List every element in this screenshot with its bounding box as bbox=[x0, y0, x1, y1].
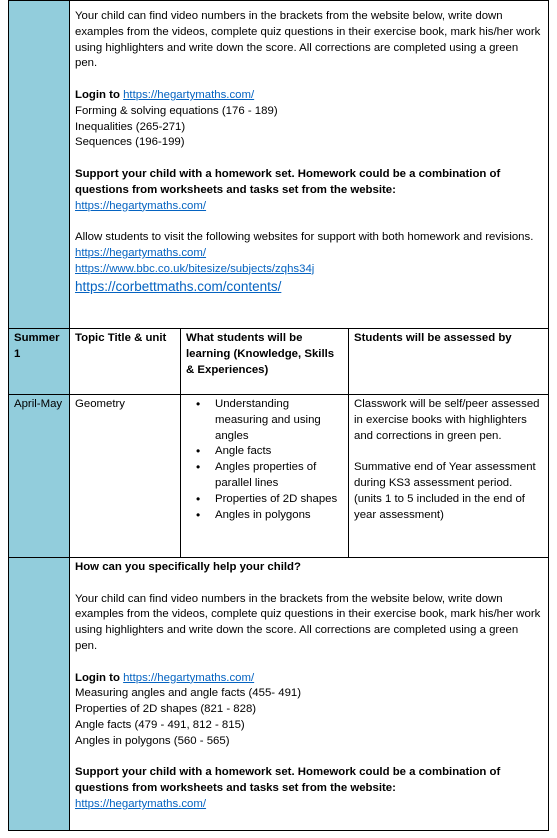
topic-header-cell bbox=[70, 329, 181, 395]
top-allow-text: Allow students to visit the following websites for support with both homework and revisions. bbox=[75, 231, 534, 244]
assessed-header-cell bbox=[349, 329, 549, 395]
bottom-support-link[interactable]: https://hegartymaths.com/ bbox=[75, 797, 207, 810]
top-link-1[interactable]: https://hegartymaths.com/ bbox=[75, 246, 207, 259]
top-login-link[interactable]: https://hegartymaths.com/ bbox=[123, 88, 255, 101]
learning-item: • Understanding measuring and using angles bbox=[215, 397, 343, 444]
top-row bbox=[9, 1, 549, 329]
bottom-topic-2: Properties of 2D shapes (821 - 828) bbox=[75, 703, 257, 716]
assessment-text-1: Classwork will be self/peer assessed in exercise books with highlighters and corrections in green pen. bbox=[354, 398, 540, 442]
topic-label: Geometry bbox=[75, 398, 126, 410]
bottom-login-label: Login to bbox=[75, 671, 120, 684]
top-link-2[interactable]: https://www.bbc.co.uk/bitesize/subjects/zqhs34j bbox=[75, 262, 315, 275]
top-help-cell bbox=[70, 1, 549, 329]
bottom-support-text: Support your child with a homework set. Homework could be a combination of questions from worksheets and tasks set from the website: bbox=[75, 766, 501, 795]
learning-item: • Properties of 2D shapes bbox=[215, 492, 343, 508]
period-label: April-May bbox=[14, 398, 63, 410]
assessed-header-label: Students will be assessed by bbox=[354, 332, 512, 344]
content-row bbox=[9, 395, 549, 558]
term-header-cell bbox=[9, 329, 70, 395]
bottom-topic-4: Angles in polygons (560 - 565) bbox=[75, 734, 230, 747]
assessment-text-3: (units 1 to 5 included in the end of year assessment) bbox=[354, 492, 525, 521]
top-login-line bbox=[75, 88, 543, 104]
learning-list bbox=[193, 397, 343, 523]
period-cell bbox=[9, 395, 70, 558]
bottom-login-link[interactable]: https://hegartymaths.com/ bbox=[123, 671, 255, 684]
header-row bbox=[9, 329, 549, 395]
top-topic-3: Sequences (196-199) bbox=[75, 136, 185, 149]
bottom-topic-1: Measuring angles and angle facts (455- 491) bbox=[75, 687, 302, 700]
bottom-topic-3: Angle facts (479 - 491, 812 - 815) bbox=[75, 718, 245, 731]
assessment-cell bbox=[349, 395, 549, 558]
side-cell-top bbox=[9, 1, 70, 329]
top-topic-1: Forming & solving equations (176 - 189) bbox=[75, 104, 278, 117]
bottom-intro-text: Your child can find video numbers in the brackets from the website below, write down examples from the videos, complete quiz questions in their exercise book, mark his/her work using highlighters and write down the score. All corrections are completed using a green pen. bbox=[75, 592, 541, 652]
assessment-text-2: Summative end of Year assessment during KS3 assessment period. bbox=[354, 461, 536, 489]
side-cell-bottom bbox=[9, 558, 70, 831]
learning-cell bbox=[181, 395, 349, 558]
top-topic-2: Inequalities (265-271) bbox=[75, 120, 186, 133]
learning-item: • Angles properties of parallel lines bbox=[215, 460, 343, 492]
top-link-3[interactable]: https://corbettmaths.com/contents/ bbox=[75, 278, 282, 294]
learning-header-label: What students will be learning (Knowledge, Skills & Experiences) bbox=[186, 332, 335, 376]
bottom-heading: How can you specifically help your child? bbox=[75, 561, 301, 573]
topic-header-label: Topic Title & unit bbox=[75, 332, 167, 344]
learning-item: • Angle facts bbox=[215, 444, 343, 460]
top-support-bold: Support your child with a homework set. Homework could be a combination of questions from worksheets and tasks set from the website: bbox=[75, 167, 501, 196]
top-support-text bbox=[75, 167, 543, 199]
bottom-login-line bbox=[75, 671, 543, 687]
topic-cell bbox=[70, 395, 181, 558]
learning-item: • Angles in polygons bbox=[215, 508, 343, 524]
bottom-help-cell bbox=[70, 558, 549, 831]
bottom-row bbox=[9, 558, 549, 831]
top-login-label: Login to bbox=[75, 88, 120, 101]
learning-header-cell bbox=[181, 329, 349, 395]
top-support-link[interactable]: https://hegartymaths.com/ bbox=[75, 199, 207, 212]
top-intro-text: Your child can find video numbers in the brackets from the website below, write down examples from the videos, complete quiz questions in their exercise book, mark his/her work using highlighters and write down the score. All corrections are completed using a green pen. bbox=[75, 10, 541, 70]
curriculum-table bbox=[8, 0, 549, 831]
term-label: Summer 1 bbox=[14, 332, 60, 360]
